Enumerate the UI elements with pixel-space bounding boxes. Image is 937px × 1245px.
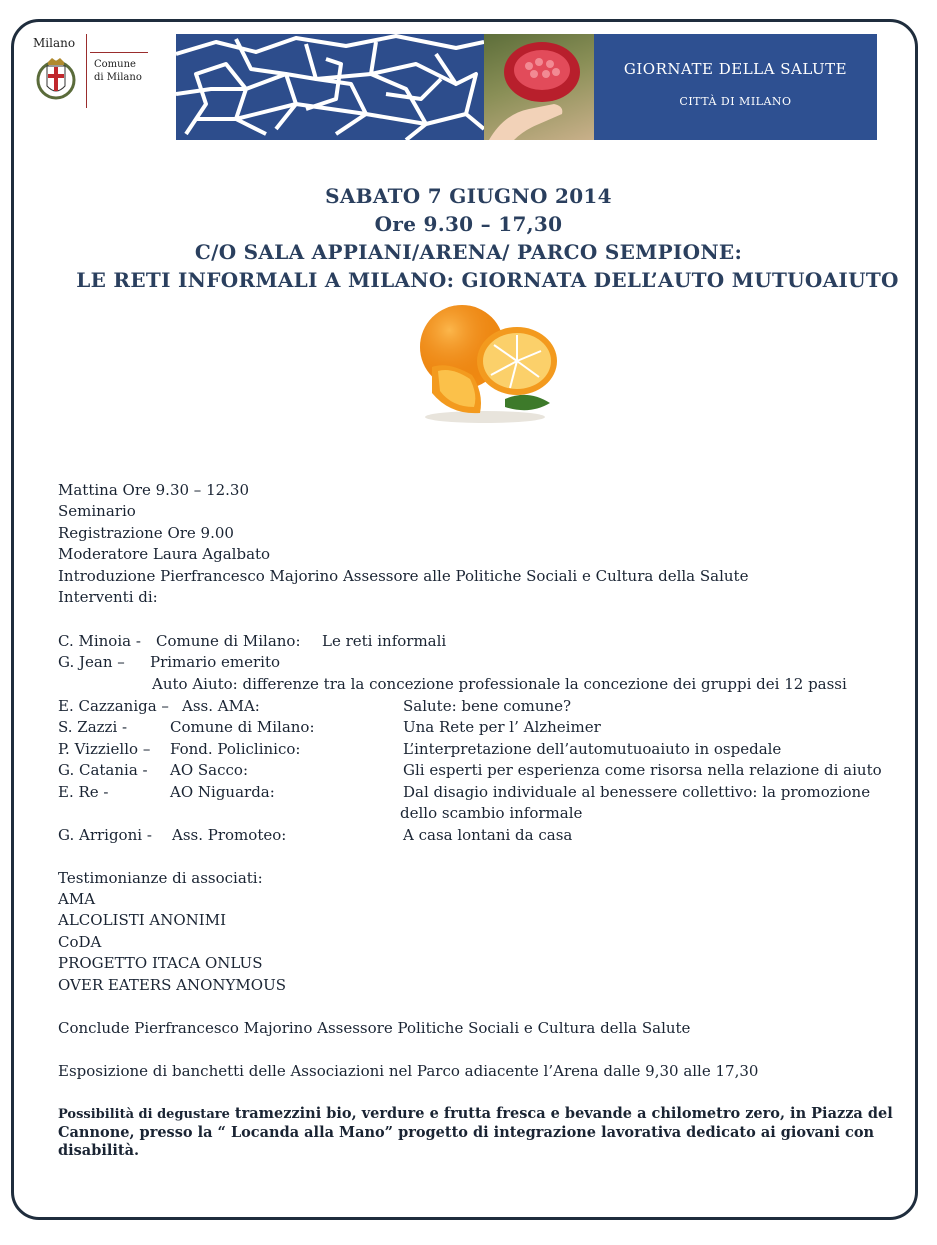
speaker-topic: Salute: bene comune?	[403, 697, 572, 715]
conclusion: Conclude Pierfrancesco Majorino Assessore Politiche Sociali e Cultura della Salute	[58, 1019, 691, 1037]
moderator: Moderatore Laura Agalbato	[58, 545, 271, 563]
speaker-org: Primario emerito	[150, 653, 280, 671]
testimonial-item: PROGETTO ITACA ONLUS	[58, 954, 263, 972]
speaker-name: G. Catania -	[58, 761, 148, 779]
event-topic: LE RETI INFORMALI A MILANO: GIORNATA DELL’AUTO MUTUOAIUTO	[76, 268, 899, 292]
city-map-graphic	[176, 34, 484, 140]
speaker-name: C. Minoia -	[58, 632, 141, 650]
testimonial-item: ALCOLISTI ANONIMI	[58, 911, 227, 929]
logo-city: Milano	[33, 36, 76, 50]
event-date: SABATO 7 GIUGNO 2014	[325, 184, 612, 208]
speaker-name: E. Re -	[58, 783, 109, 801]
speaker-org: Comune di Milano:	[170, 718, 315, 736]
speaker-org: AO Niguarda:	[170, 783, 275, 801]
event-venue: C/O SALA APPIANI/ARENA/ PARCO SEMPIONE:	[194, 240, 743, 264]
comune-di-milano-logo	[30, 34, 150, 108]
logo-divider-vertical	[86, 34, 87, 108]
tasting-details: tramezzini bio, verdure e frutta fresca e bevande a chilometro zero, in Piazza del Cannone, presso la “ Locanda alla Mano” progetto di integrazione lavorativa dedicato ai giovani con disabilità.	[58, 1105, 893, 1159]
event-hours: Ore 9.30 – 17,30	[374, 212, 563, 236]
speaker-name: S. Zazzi -	[58, 718, 128, 736]
tasting-note	[58, 1105, 918, 1160]
introduction: Introduzione Pierfrancesco Majorino Assessore alle Politiche Sociali e Cultura della Salute	[58, 567, 749, 585]
banner-title: GIORNATE DELLA SALUTE	[623, 60, 848, 78]
speaker-org: Ass. Promoteo:	[172, 826, 287, 844]
header-banner	[176, 34, 877, 140]
banner-subtitle: CITTÀ DI MILANO	[679, 95, 792, 108]
registration-hours: Registrazione Ore 9.00	[58, 524, 234, 542]
banner-title-panel	[594, 34, 877, 140]
speaker-topic: Dal disagio individuale al benessere collettivo: la promozione	[403, 783, 871, 801]
speaker-org: AO Sacco:	[170, 761, 249, 779]
orange-fruit-icon	[410, 303, 560, 427]
speaker-name: E. Cazzaniga –	[58, 697, 169, 715]
logo-divider-horizontal	[90, 52, 148, 53]
pomegranate-photo	[484, 34, 594, 140]
speaker-topic: A casa lontani da casa	[403, 826, 573, 844]
speaker-name: G. Jean –	[58, 653, 125, 671]
speaker-topic: Gli esperti per esperienza come risorsa nella relazione di aiuto	[403, 761, 882, 779]
event-headline	[20, 182, 917, 294]
testimonial-item: CoDA	[58, 933, 102, 951]
speaker-org: Fond. Policlinico:	[170, 740, 301, 758]
logo-comune-line2: di Milano	[94, 72, 142, 83]
seminar-label: Seminario	[58, 502, 136, 520]
speaker-org: Ass. AMA:	[182, 697, 260, 715]
tasting-lead: Possibilità di degustare	[58, 1107, 230, 1122]
logo-comune-text	[94, 58, 142, 84]
speaker-name: P. Vizziello –	[58, 740, 151, 758]
exhibition-note: Esposizione di banchetti delle Associazioni nel Parco adiacente l’Arena dalle 9,30 alle 17,30	[58, 1062, 759, 1080]
speaker-org: Comune di Milano:	[156, 632, 301, 650]
testimonial-item: OVER EATERS ANONYMOUS	[58, 976, 286, 994]
speeches-header: Interventi di:	[58, 588, 158, 606]
testimonials-header: Testimonianze di associati:	[58, 869, 263, 887]
speaker-topic: Auto Aiuto: differenze tra la concezione professionale la concezione dei gruppi dei 12 passi	[152, 675, 847, 693]
morning-hours: Mattina Ore 9.30 – 12.30	[58, 481, 250, 499]
speaker-topic: L’interpretazione dell’automutuoaiuto in ospedale	[403, 740, 782, 758]
speaker-topic: Una Rete per l’ Alzheimer	[403, 718, 601, 736]
city-map-lines-icon	[176, 34, 484, 140]
logo-comune-line1: Comune	[94, 59, 136, 70]
speaker-topic-continued: dello scambio informale	[400, 804, 583, 822]
milano-coat-of-arms-icon	[36, 56, 76, 102]
testimonial-item: AMA	[58, 890, 96, 908]
speaker-topic: Le reti informali	[322, 632, 447, 650]
speaker-name: G. Arrigoni -	[58, 826, 152, 844]
pomegranate-icon	[484, 34, 594, 140]
